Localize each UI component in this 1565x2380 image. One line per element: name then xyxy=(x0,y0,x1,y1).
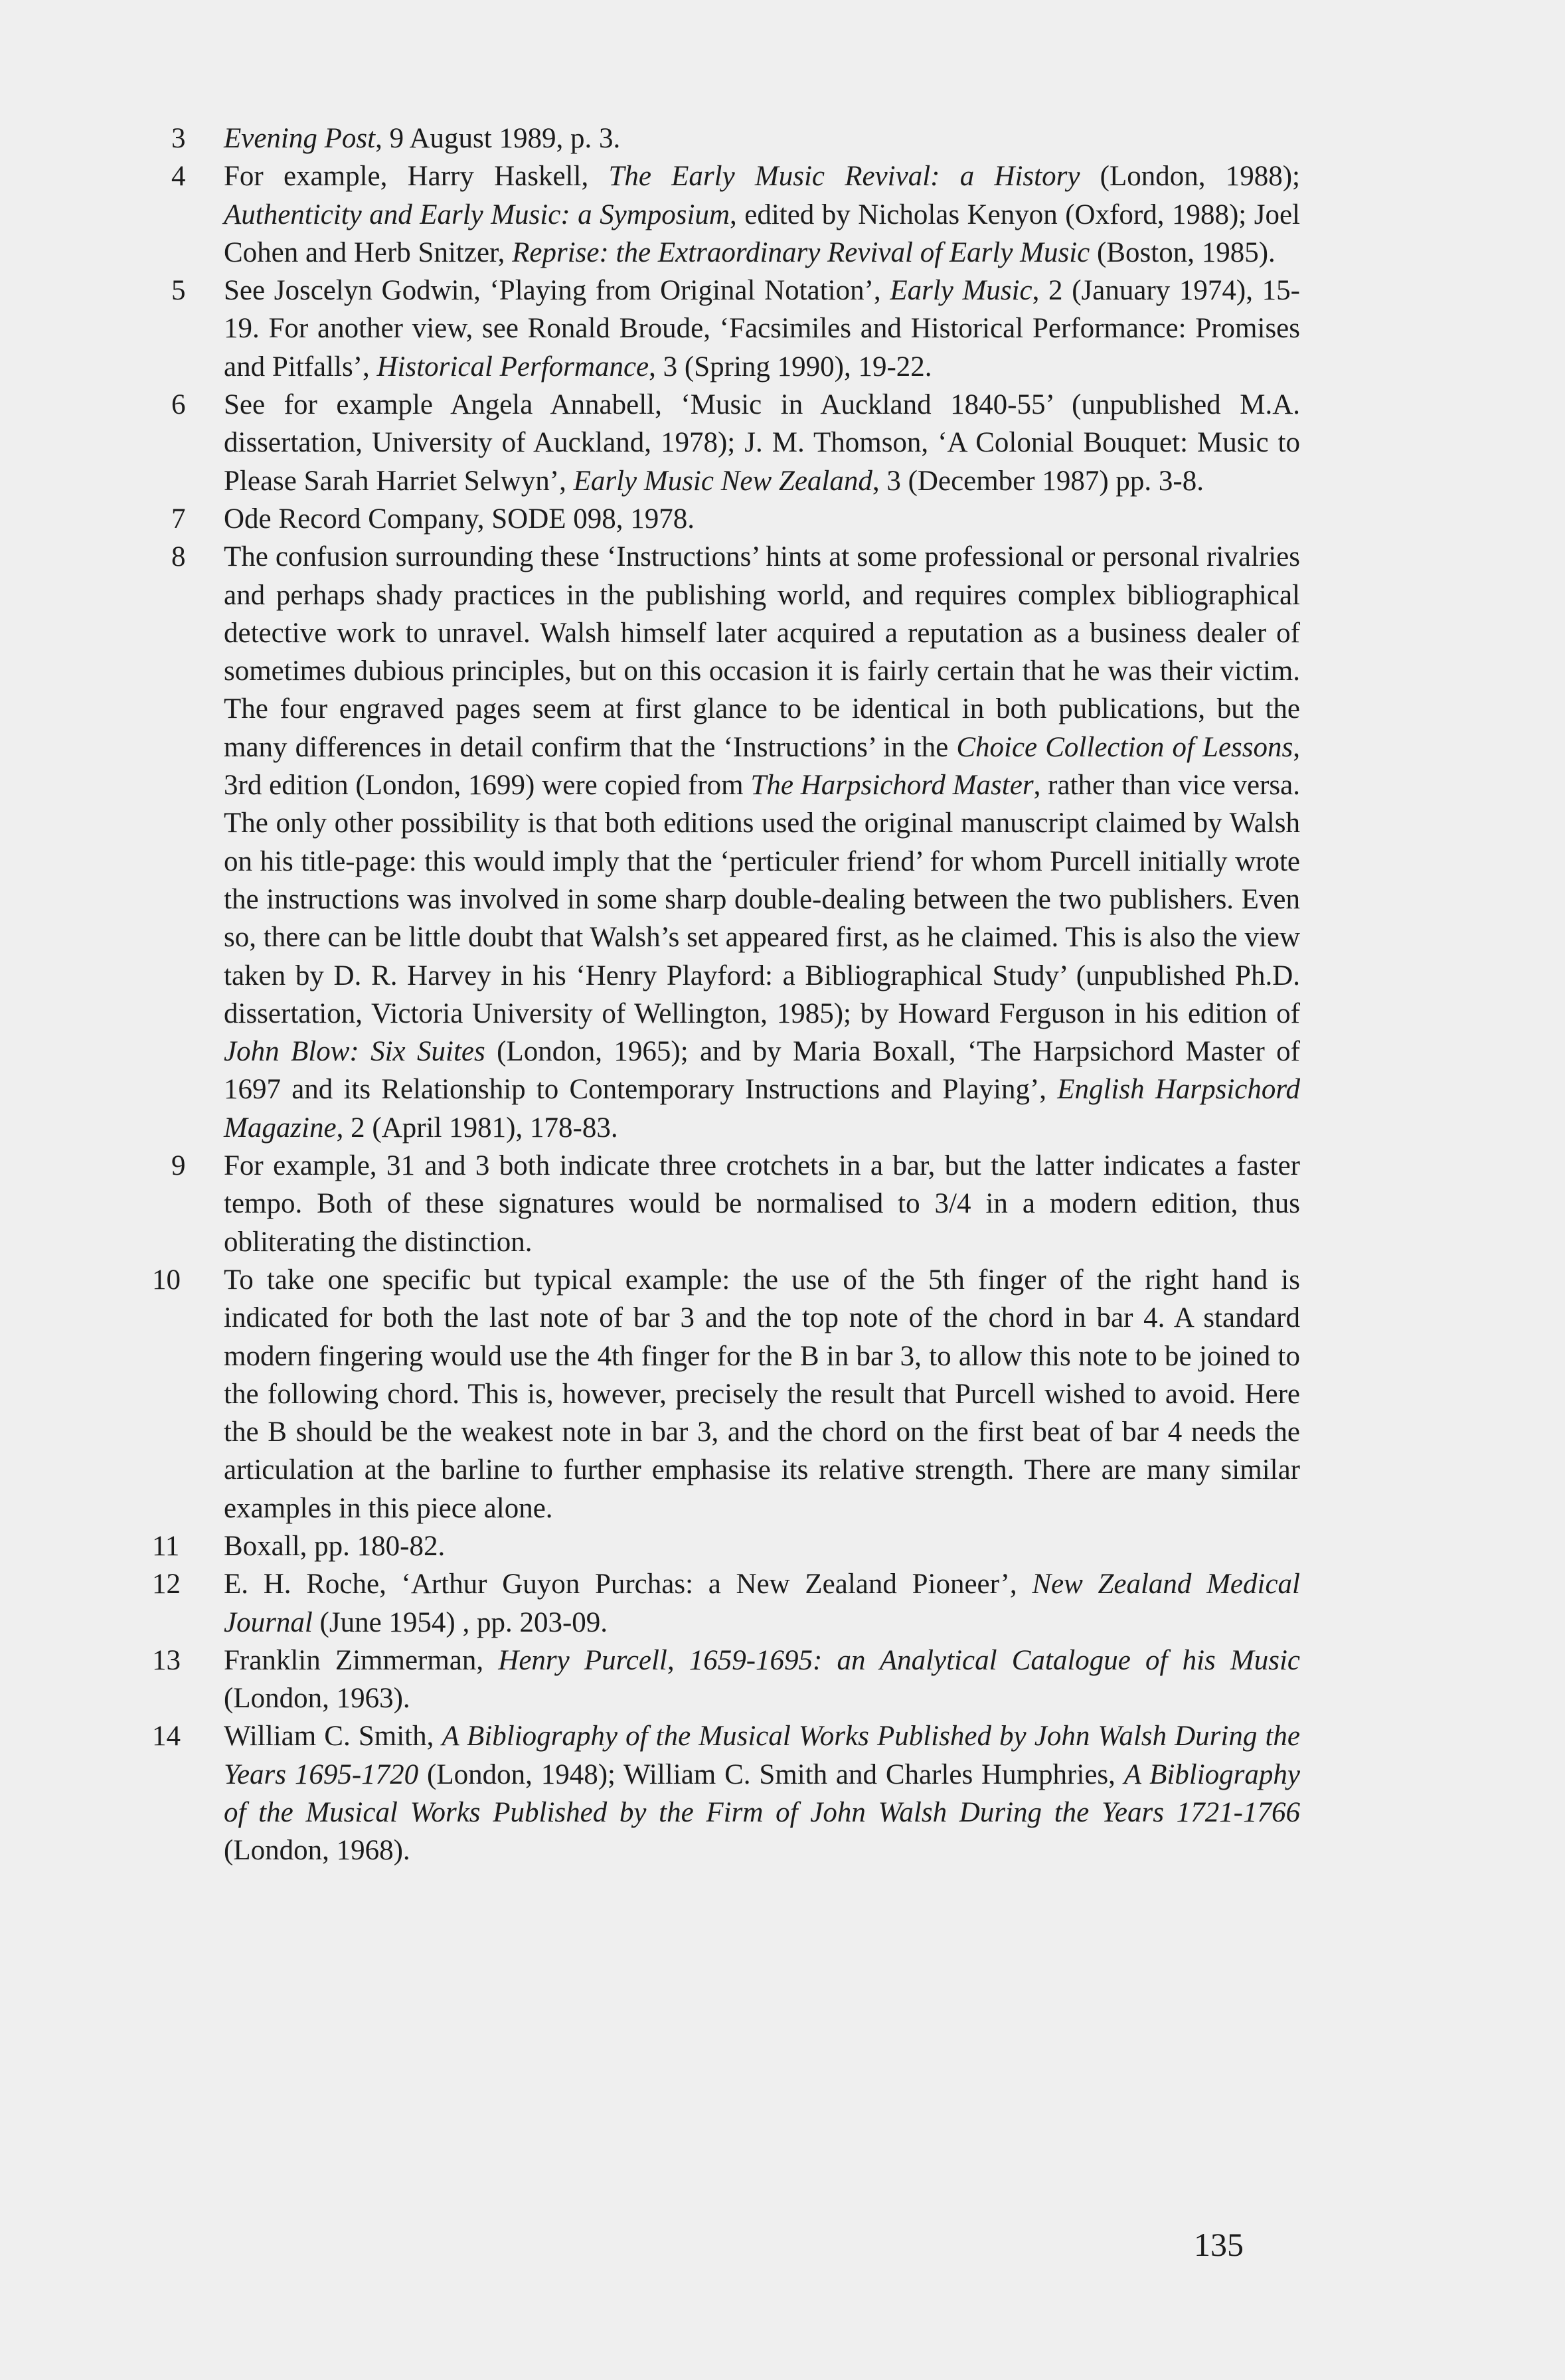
endnote-number: 8 xyxy=(171,541,186,573)
endnote-number: 7 xyxy=(171,503,186,535)
endnote xyxy=(171,157,1300,272)
italic-title: Early Music New Zealand xyxy=(573,465,872,497)
text-run: The confusion surrounding these ‘Instructions’ hints at some professional or personal rivalries and perhaps shady practices in the publishing world, and requires complex bibliographical detective work to unravel. Walsh himself later acquired a reputation as a business dealer of sometimes dubious principles, but on this occasion it is fairly certain that he was their victim. The four engraved pages seem at first glance to be identical in both publications, but the many differences in detail confirm that the ‘Instructions’ in the xyxy=(224,541,1300,763)
text-run: (June 1954) , pp. 203-09. xyxy=(312,1606,608,1638)
text-run: , 2 (April 1981), 178-83. xyxy=(336,1112,618,1144)
text-run: (London, 1988); xyxy=(1080,161,1300,193)
italic-title: The Harpsichord Master xyxy=(750,770,1034,802)
text-run: For example, 31 and 3 both indicate three crotchets in a bar, but the latter indicates a faster tempo. Both of these signatures would be normalised to 3/4 in a modern edition, thus obliterating the distinction. xyxy=(224,1150,1300,1258)
endnote-number: 10 xyxy=(152,1264,181,1296)
text-run: Franklin Zimmerman, xyxy=(224,1644,499,1676)
text-run: See for example Angela Annabell, ‘Music in Auckland 1840-55’ (unpublished M.A. dissertation, University of Auckland, 1978); J. M. Thomson, ‘A Colonial Bouquet: Music to Please Sarah Harriet Selwyn’, xyxy=(224,389,1300,497)
endnote-text xyxy=(224,1569,1300,1638)
endnote-number: 5 xyxy=(171,275,186,307)
endnote-number: 13 xyxy=(152,1644,181,1676)
endnote-text xyxy=(224,161,1300,268)
endnote-number: 14 xyxy=(152,1721,181,1752)
text-run: See Joscelyn Godwin, ‘Playing from Original Notation’, xyxy=(224,275,890,307)
endnote-text xyxy=(224,275,1300,382)
italic-title: Authenticity and Early Music: a Symposium xyxy=(224,199,730,230)
italic-title: English Harpsichord Magazine xyxy=(224,1074,1300,1144)
text-run: E. H. Roche, ‘Arthur Guyon Purchas: a New Zealand Pioneer’, xyxy=(224,1569,1032,1600)
text-run: (Boston, 1985). xyxy=(1090,236,1276,268)
endnote-number: 6 xyxy=(171,389,186,421)
italic-title: Historical Performance xyxy=(376,351,649,382)
endnote-text xyxy=(224,1150,1300,1258)
page-number: 135 xyxy=(1194,2226,1244,2263)
text-run: , 9 August 1989, p. 3. xyxy=(375,123,621,154)
italic-title: Reprise: the Extraordinary Revival of Early Music xyxy=(512,236,1090,268)
text-run: (London, 1963). xyxy=(224,1683,410,1715)
endnote xyxy=(152,1642,1300,1718)
endnote-number: 9 xyxy=(171,1150,186,1182)
text-run: Boxall, pp. 180-82. xyxy=(224,1530,446,1562)
italic-title: A Bibliography of the Musical Works Published by John Walsh During the Years 1695-1720 xyxy=(224,1721,1300,1790)
text-run: , edited by Nicholas Kenyon (Oxford, 1988); Joel Cohen and Herb Snitzer, xyxy=(224,199,1300,268)
text-run: , 3 (December 1987) pp. 3-8. xyxy=(872,465,1204,497)
text-run: Ode Record Company, SODE 098, 1978. xyxy=(224,503,695,535)
endnote-number: 12 xyxy=(152,1569,181,1600)
endnote-number: 11 xyxy=(152,1530,180,1562)
italic-title: Evening Post xyxy=(224,123,376,154)
text-run: , rather than vice versa. The only other possibility is that both editions used the original manuscript claimed by Walsh on his title-page: this would imply that the ‘perticuler friend’ for whom Purcell initially wrote the instructions was involved in some sharp double-dealing between the two publishers. Even so, there can be little doubt that Walsh’s set appeared first, as he claimed. This is also the view taken by D. R. Harvey in his ‘Henry Playford: a Bibliographical Study’ (unpublished Ph.D. dissertation, Victoria University of Wellington, 1985); by Howard Ferguson in his edition of xyxy=(224,770,1300,1029)
text-run: , 3 (Spring 1990), 19-22. xyxy=(649,351,932,382)
endnote-number: 4 xyxy=(171,161,186,193)
text-run: For example, Harry Haskell, xyxy=(224,161,609,193)
italic-title: John Blow: Six Suites xyxy=(224,1036,485,1068)
endnote-number: 3 xyxy=(171,123,186,154)
endnote-text xyxy=(224,503,695,535)
endnote xyxy=(171,538,1300,1147)
endnote-text xyxy=(224,1721,1300,1866)
endnote xyxy=(171,272,1300,386)
endnote-text xyxy=(224,1531,445,1562)
endnote xyxy=(171,386,1300,500)
endnote-text xyxy=(224,1645,1300,1714)
endnote xyxy=(171,1147,1300,1261)
endnotes-list xyxy=(152,120,1300,1870)
text-run: (London, 1965); and by Maria Boxall, ‘The Harpsichord Master of 1697 and its Relationship to Contemporary Instructions and Playing’, xyxy=(224,1036,1300,1106)
italic-title: Henry Purcell, 1659-1695: an Analytical Catalogue of his Music xyxy=(498,1644,1300,1676)
endnote xyxy=(152,1261,1300,1527)
text-run: William C. Smith, xyxy=(224,1721,442,1752)
italic-title: Early Music xyxy=(890,275,1032,307)
text-run: , 2 (January 1974), 15-19. For another view, see Ronald Broude, ‘Facsimiles and Historical Performance: Promises and Pitfalls’, xyxy=(224,275,1300,382)
endnote xyxy=(171,500,1300,538)
italic-title: Choice Collection of Lessons xyxy=(956,731,1293,763)
endnote-text xyxy=(224,123,620,154)
endnote-text xyxy=(224,1264,1300,1524)
text-run: To take one specific but typical example: the use of the 5th finger of the right hand is indicated for both the last note of bar 3 and the top note of the chord in bar 4. A standard modern fingering would use the 4th finger for the B in bar 3, to allow this note to be joined to the following chord. This is, however, precisely the result that Purcell wished to avoid. Here the B should be the weakest note in bar 3, and the chord on the first beat of bar 4 needs the articulation at the barline to further emphasise its relative strength. There are many similar examples in this piece alone. xyxy=(224,1264,1300,1524)
endnote xyxy=(171,120,1300,157)
endnote-text xyxy=(224,541,1300,1143)
italic-title: The Early Music Revival: a History xyxy=(608,161,1080,193)
text-run: (London, 1948); William C. Smith and Charles Humphries, xyxy=(418,1758,1124,1790)
endnote xyxy=(152,1565,1300,1642)
text-run: , 3rd edition (London, 1699) were copied from xyxy=(224,731,1300,802)
endnote-text xyxy=(224,389,1300,497)
italic-title: A Bibliography of the Musical Works Published by the Firm of John Walsh During the Years 1721-1766 xyxy=(224,1758,1300,1829)
endnote xyxy=(152,1527,1300,1565)
endnote xyxy=(152,1717,1300,1869)
text-run: (London, 1968). xyxy=(224,1835,410,1867)
italic-title: New Zealand Medical Journal xyxy=(224,1569,1300,1638)
